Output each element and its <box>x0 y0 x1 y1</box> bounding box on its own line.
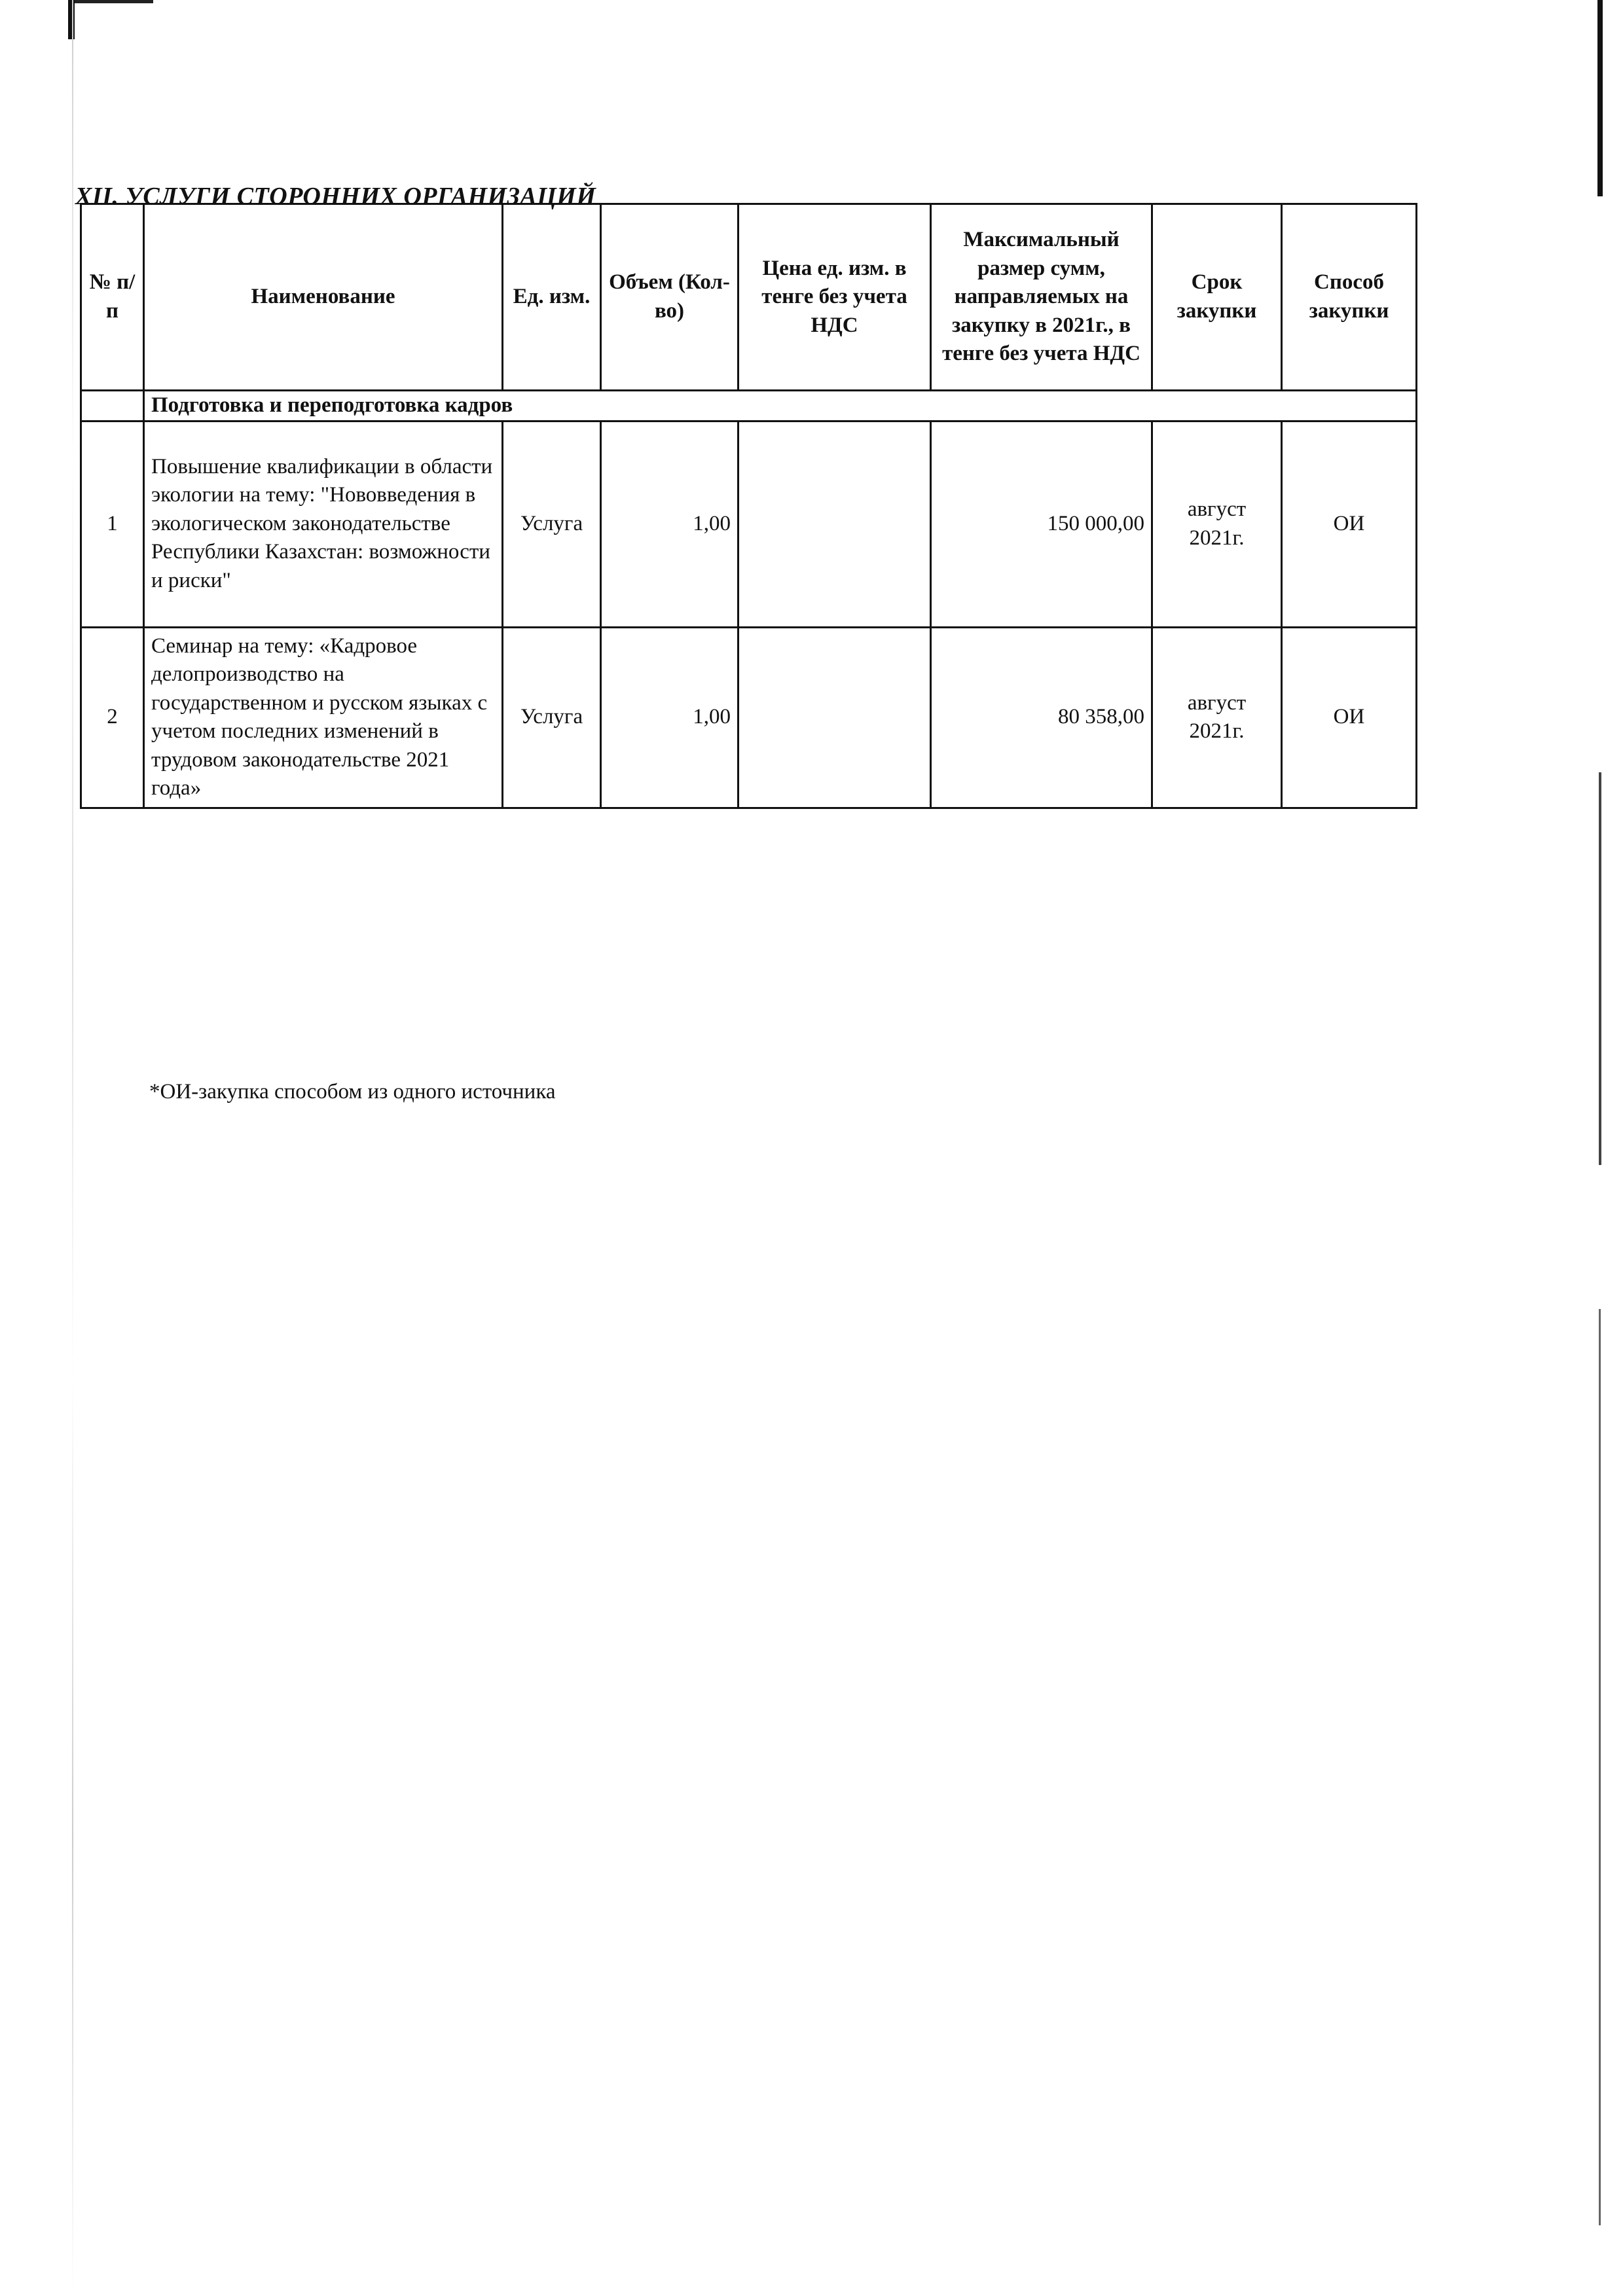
scan-artifact-left-edge <box>72 0 73 2296</box>
header-term: Срок закупки <box>1152 204 1282 391</box>
row-max-amount: 150 000,00 <box>931 421 1152 627</box>
footnote: *ОИ-закупка способом из одного источника <box>149 1080 556 1103</box>
row-num: 1 <box>81 421 144 627</box>
header-volume: Объем (Кол-во) <box>601 204 739 391</box>
row-unit: Услуга <box>503 421 601 627</box>
table-row <box>81 627 1417 808</box>
row-volume: 1,00 <box>601 627 739 808</box>
procurement-table <box>80 203 1417 809</box>
row-num: 2 <box>81 627 144 808</box>
group-title: Подготовка и переподготовка кадров <box>144 391 1417 422</box>
table-row <box>81 421 1417 627</box>
row-method: ОИ <box>1282 627 1417 808</box>
scan-artifact-corner <box>68 0 75 39</box>
row-price <box>739 421 931 627</box>
header-name: Наименование <box>144 204 503 391</box>
row-name: Семинар на тему: «Кадровое делопроизводство на государственном и русском языках с учетом последних изменений в трудовом законодательстве 2021 года» <box>144 627 503 808</box>
row-unit: Услуга <box>503 627 601 808</box>
scan-artifact-right-edge-3 <box>1599 1309 1601 2225</box>
header-unit: Ед. изм. <box>503 204 601 391</box>
header-price: Цена ед. изм. в тенге без учета НДС <box>739 204 931 391</box>
table-header-row <box>81 204 1417 391</box>
row-term: август 2021г. <box>1152 627 1282 808</box>
group-num-cell <box>81 391 144 422</box>
row-term: август 2021г. <box>1152 421 1282 627</box>
table-group-row <box>81 391 1417 422</box>
header-method: Способ закупки <box>1282 204 1417 391</box>
row-name: Повышение квалификации в области экологии на тему: "Нововведения в экологическом законодательстве Республики Казахстан: возможности и риски" <box>144 421 503 627</box>
section-title: XII. УСЛУГИ СТОРОННИХ ОРГАНИЗАЦИЙ <box>75 183 596 210</box>
scan-artifact-right-edge <box>1597 0 1603 196</box>
scan-artifact-top <box>68 0 153 3</box>
row-max-amount: 80 358,00 <box>931 627 1152 808</box>
header-num: № п/п <box>81 204 144 391</box>
row-method: ОИ <box>1282 421 1417 627</box>
row-volume: 1,00 <box>601 421 739 627</box>
scan-artifact-right-edge-2 <box>1599 772 1601 1165</box>
header-max-amount: Максимальный размер сумм, направляемых на закупку в 2021г., в тенге без учета НДС <box>931 204 1152 391</box>
row-price <box>739 627 931 808</box>
